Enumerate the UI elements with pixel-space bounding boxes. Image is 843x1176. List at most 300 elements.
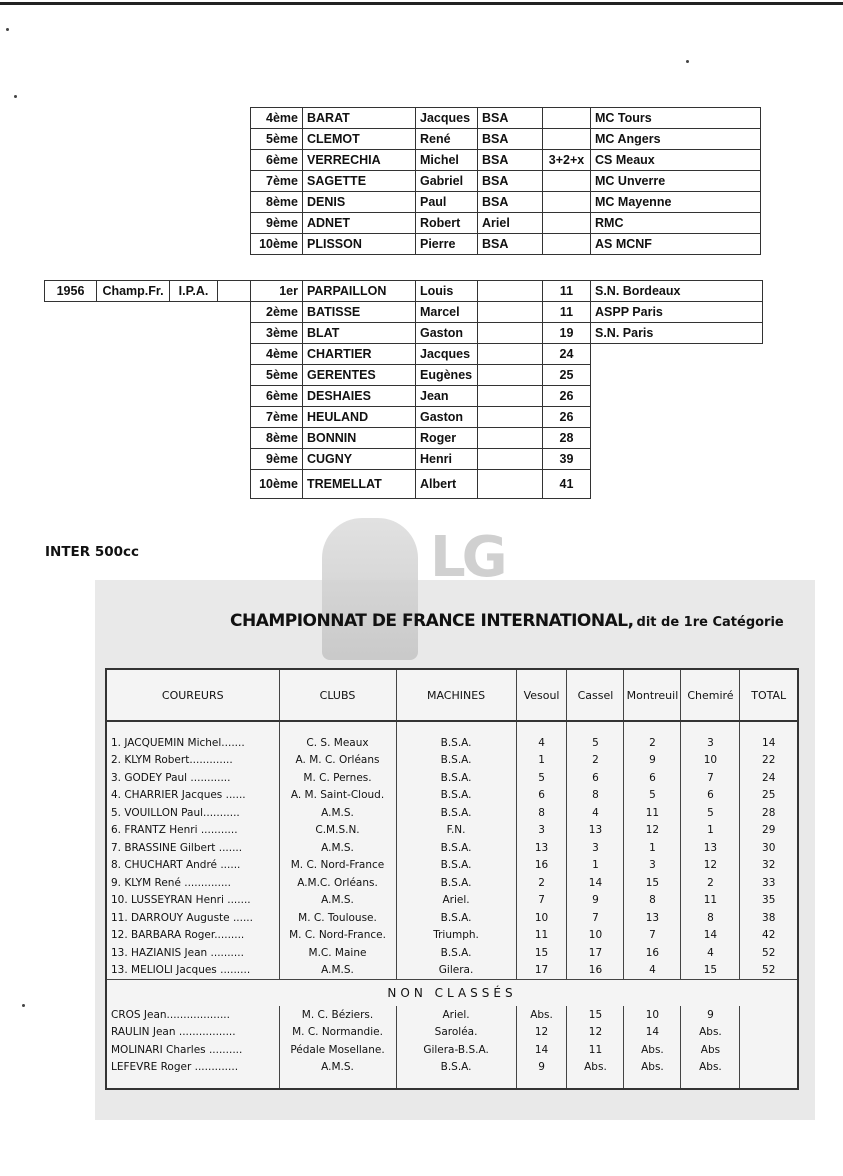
- cell-machine: BSA: [478, 129, 543, 150]
- cell-pts: 19: [543, 323, 591, 344]
- cell-place: 6ème: [251, 386, 303, 407]
- cell-value: 7: [516, 892, 567, 910]
- cell-empty: [170, 386, 218, 407]
- cell-value: 14: [740, 734, 798, 752]
- cell-value: 8: [624, 892, 681, 910]
- cell-value: 11: [624, 804, 681, 822]
- cell-club: RMC: [591, 213, 761, 234]
- cell-value: 4: [624, 962, 681, 980]
- cell-value: 17: [567, 944, 624, 962]
- column-header: Montreuil: [624, 669, 681, 721]
- cell-value: 6: [681, 787, 740, 805]
- cell-value: 29: [740, 822, 798, 840]
- cell-empty: [624, 721, 681, 734]
- cell-value: B.S.A.: [396, 752, 516, 770]
- cell-name: VERRECHIA: [303, 150, 416, 171]
- cell-rider: RAULIN Jean .................: [111, 1026, 236, 1039]
- cell-value: 1: [624, 839, 681, 857]
- table-row: [106, 769, 798, 787]
- cell-rider: 13. HAZIANIS Jean ..........: [111, 946, 244, 959]
- cell-empty: [97, 449, 170, 470]
- cell-name: BONNIN: [303, 428, 416, 449]
- cell-club: MC Tours: [591, 108, 761, 129]
- column-header: TOTAL: [740, 669, 798, 721]
- table-row: [45, 449, 763, 470]
- cell-value: Abs.: [516, 1006, 567, 1024]
- cell-rider: 4. CHARRIER Jacques ......: [111, 789, 246, 802]
- cell-name: HEULAND: [303, 407, 416, 428]
- cell-empty: [396, 1076, 516, 1089]
- cell-pts: 26: [543, 407, 591, 428]
- cell-value: 2: [624, 734, 681, 752]
- table-row: [106, 909, 798, 927]
- column-header: COUREURS: [106, 669, 279, 721]
- cell-first: Robert: [416, 213, 478, 234]
- cell-first: Henri: [416, 449, 478, 470]
- column-header: MACHINES: [396, 669, 516, 721]
- cell-empty: [45, 302, 97, 323]
- cell-machine: [478, 386, 543, 407]
- cell-value: 17: [516, 962, 567, 980]
- table-row: [106, 822, 798, 840]
- table-row: [251, 192, 761, 213]
- watermark-logo: LG: [430, 525, 504, 590]
- cell-value: F.N.: [396, 822, 516, 840]
- cell-value: 12: [624, 822, 681, 840]
- cell-machine: [478, 281, 543, 302]
- cell-value: 11: [681, 892, 740, 910]
- table-row: [106, 927, 798, 945]
- cell-value: 3: [624, 857, 681, 875]
- cell-club: [591, 407, 763, 428]
- cell-place: 4ème: [251, 108, 303, 129]
- table-row: [106, 752, 798, 770]
- cell-value: B.S.A.: [396, 874, 516, 892]
- cell-name: TREMELLAT: [303, 470, 416, 499]
- cell-rider: 1. JACQUEMIN Michel.......: [111, 736, 245, 749]
- cell-machine: [478, 470, 543, 499]
- cell-value: 30: [740, 839, 798, 857]
- cell-value: 3: [681, 734, 740, 752]
- cell-rider: CROS Jean...................: [111, 1008, 230, 1021]
- cell-empty: [170, 407, 218, 428]
- cell-value: M. C. Béziers.: [279, 1006, 396, 1024]
- table-row: [106, 874, 798, 892]
- cell-value: 32: [740, 857, 798, 875]
- cell-value: Abs: [681, 1041, 740, 1059]
- cell-machine: BSA: [478, 171, 543, 192]
- cell-value: 1: [516, 752, 567, 770]
- speck: [22, 1004, 25, 1007]
- cell-value: 14: [624, 1024, 681, 1042]
- cell-pts: [543, 192, 591, 213]
- championship-title: [230, 611, 784, 631]
- cell-value: A.M.S.: [279, 804, 396, 822]
- results-table-1956: [44, 280, 763, 499]
- cell-value: Gilera-B.S.A.: [396, 1041, 516, 1059]
- table-row: [106, 734, 798, 752]
- cell-empty: [170, 365, 218, 386]
- table-row: [106, 944, 798, 962]
- cell-machine: [478, 365, 543, 386]
- cell-value: 2: [516, 874, 567, 892]
- cell-empty: [170, 428, 218, 449]
- cell-name: CUGNY: [303, 449, 416, 470]
- cell-value: B.S.A.: [396, 1059, 516, 1077]
- cell-place: 4ème: [251, 344, 303, 365]
- cell-value: 28: [740, 804, 798, 822]
- cell-first: Jean: [416, 386, 478, 407]
- cell-empty: [516, 721, 567, 734]
- cell-club: [591, 449, 763, 470]
- cell-empty: [681, 1076, 740, 1089]
- cell-value: A.M.S.: [279, 1059, 396, 1077]
- cell-value: M. C. Nord-France: [279, 857, 396, 875]
- cell-empty: [45, 428, 97, 449]
- cell-value: 15: [516, 944, 567, 962]
- cell-first: Michel: [416, 150, 478, 171]
- cell-value: 7: [567, 909, 624, 927]
- cell-name: DENIS: [303, 192, 416, 213]
- cell-value: 8: [567, 787, 624, 805]
- cell-value: 14: [681, 927, 740, 945]
- cell-empty: [45, 365, 97, 386]
- cell-value: Abs.: [624, 1059, 681, 1077]
- cell-name: BATISSE: [303, 302, 416, 323]
- table-row: [45, 365, 763, 386]
- speck: [14, 95, 17, 98]
- cell-value: 5: [567, 734, 624, 752]
- cell-rider: 10. LUSSEYRAN Henri .......: [111, 894, 251, 907]
- cell-name: CLEMOT: [303, 129, 416, 150]
- cell-empty: [106, 1076, 279, 1089]
- cell-rider: 3. GODEY Paul ............: [111, 771, 231, 784]
- cell-value: 9: [624, 752, 681, 770]
- portrait-photo: [322, 518, 418, 660]
- cell-first: Jacques: [416, 344, 478, 365]
- cell-first: Gaston: [416, 407, 478, 428]
- cell-value: Abs.: [681, 1059, 740, 1077]
- cell-pts: [543, 129, 591, 150]
- cell-value: C.M.S.N.: [279, 822, 396, 840]
- table-row: [45, 407, 763, 428]
- cell-rider: 11. DARROUY Auguste ......: [111, 911, 253, 924]
- cell-name: DESHAIES: [303, 386, 416, 407]
- cell-name: PARPAILLON: [303, 281, 416, 302]
- cell-value: 14: [516, 1041, 567, 1059]
- column-header: Cassel: [567, 669, 624, 721]
- cell-value: 11: [567, 1041, 624, 1059]
- cell-pts: [543, 108, 591, 129]
- cell-value: 24: [740, 769, 798, 787]
- cell-value: A.M.S.: [279, 892, 396, 910]
- championship-table: [105, 668, 799, 1090]
- cell-place: 2ème: [251, 302, 303, 323]
- table-row: [106, 1041, 798, 1059]
- cell-rider: LEFEVRE Roger .............: [111, 1061, 239, 1074]
- cell-value: 16: [624, 944, 681, 962]
- cell-value: [740, 1006, 798, 1024]
- cell-value: M.C. Maine: [279, 944, 396, 962]
- cell-first: Pierre: [416, 234, 478, 255]
- table-row: [251, 234, 761, 255]
- cell-empty: [170, 302, 218, 323]
- cell-value: 7: [681, 769, 740, 787]
- cell-value: Pédale Mosellane.: [279, 1041, 396, 1059]
- cell-empty: [97, 470, 170, 499]
- cell-empty: [45, 470, 97, 499]
- cell-name: PLISSON: [303, 234, 416, 255]
- cell-empty: [218, 281, 251, 302]
- cell-machine: Ariel: [478, 213, 543, 234]
- cell-club: CS Meaux: [591, 150, 761, 171]
- cell-empty: [45, 386, 97, 407]
- cell-value: 9: [516, 1059, 567, 1077]
- cell-place: 8ème: [251, 428, 303, 449]
- cell-empty: [218, 449, 251, 470]
- cell-machine: BSA: [478, 150, 543, 171]
- cell-empty: [567, 1076, 624, 1089]
- cell-place: 10ème: [251, 234, 303, 255]
- cell-empty: [279, 721, 396, 734]
- cell-value: [740, 1024, 798, 1042]
- cell-empty: [45, 407, 97, 428]
- table-row: [45, 470, 763, 499]
- cell-value: 15: [624, 874, 681, 892]
- cell-place: 9ème: [251, 213, 303, 234]
- table-row: [251, 108, 761, 129]
- table-row: [106, 839, 798, 857]
- cell-value: B.S.A.: [396, 787, 516, 805]
- cell-club: MC Angers: [591, 129, 761, 150]
- cell-value: 2: [681, 874, 740, 892]
- cell-value: 15: [567, 1006, 624, 1024]
- cell-name: BLAT: [303, 323, 416, 344]
- cell-first: Paul: [416, 192, 478, 213]
- cell-value: 12: [567, 1024, 624, 1042]
- cell-place: 9ème: [251, 449, 303, 470]
- cell-place: 1er: [251, 281, 303, 302]
- cell-rider: 5. VOUILLON Paul...........: [111, 806, 240, 819]
- cell-value: 42: [740, 927, 798, 945]
- cell-empty: [170, 449, 218, 470]
- cell-value: 12: [516, 1024, 567, 1042]
- cell-value: M. C. Normandie.: [279, 1024, 396, 1042]
- championship-subtitle: dit de 1re Catégorie: [636, 615, 784, 630]
- cell-event: Champ.Fr.: [97, 281, 170, 302]
- cell-rider: MOLINARI Charles ..........: [111, 1043, 243, 1056]
- cell-pts: [543, 171, 591, 192]
- cell-value: 13: [624, 909, 681, 927]
- cell-empty: [45, 323, 97, 344]
- cell-empty: [97, 344, 170, 365]
- cell-value: 8: [681, 909, 740, 927]
- cell-value: 6: [516, 787, 567, 805]
- cell-place: 6ème: [251, 150, 303, 171]
- cell-machine: [478, 428, 543, 449]
- cell-value: B.S.A.: [396, 769, 516, 787]
- cell-empty: [218, 428, 251, 449]
- cell-value: 1: [681, 822, 740, 840]
- cell-empty: [624, 1076, 681, 1089]
- cell-empty: [279, 1076, 396, 1089]
- table-row: [106, 804, 798, 822]
- table-row: [251, 213, 761, 234]
- cell-rider: 12. BARBARA Roger.........: [111, 929, 245, 942]
- cell-value: 8: [516, 804, 567, 822]
- cell-pts: 26: [543, 386, 591, 407]
- cell-rider: 8. CHUCHART André ......: [111, 859, 241, 872]
- cell-machine: BSA: [478, 192, 543, 213]
- cell-first: Eugènes: [416, 365, 478, 386]
- cell-value: 4: [681, 944, 740, 962]
- cell-club: [591, 344, 763, 365]
- table-row: [106, 857, 798, 875]
- cell-first: Louis: [416, 281, 478, 302]
- cell-empty: [218, 470, 251, 499]
- table-row: [106, 962, 798, 980]
- cell-value: 10: [681, 752, 740, 770]
- cell-empty: [97, 365, 170, 386]
- top-rule: [0, 2, 843, 5]
- cell-empty: [218, 407, 251, 428]
- column-header: Chemiré: [681, 669, 740, 721]
- cell-value: 15: [681, 962, 740, 980]
- cell-value: 6: [567, 769, 624, 787]
- cell-value: 3: [567, 839, 624, 857]
- cell-name: GERENTES: [303, 365, 416, 386]
- cell-machine: BSA: [478, 234, 543, 255]
- cell-value: A.M.S.: [279, 962, 396, 980]
- table-row: [45, 386, 763, 407]
- cell-value: Ariel.: [396, 1006, 516, 1024]
- cell-pts: 25: [543, 365, 591, 386]
- cell-value: 33: [740, 874, 798, 892]
- cell-first: Jacques: [416, 108, 478, 129]
- cell-value: A.M.S.: [279, 839, 396, 857]
- cell-value: B.S.A.: [396, 734, 516, 752]
- cell-value: M. C. Nord-France.: [279, 927, 396, 945]
- cell-value: 13: [516, 839, 567, 857]
- cell-club: S.N. Bordeaux: [591, 281, 763, 302]
- table-row: [106, 1059, 798, 1077]
- cell-pts: 24: [543, 344, 591, 365]
- cell-value: 1: [567, 857, 624, 875]
- cell-value: B.S.A.: [396, 857, 516, 875]
- cell-machine: [478, 344, 543, 365]
- cell-empty: [681, 721, 740, 734]
- cell-value: M. C. Toulouse.: [279, 909, 396, 927]
- cell-empty: [740, 721, 798, 734]
- cell-value: A. M. Saint-Cloud.: [279, 787, 396, 805]
- cell-empty: [97, 428, 170, 449]
- cell-rider: 7. BRASSINE Gilbert .......: [111, 841, 243, 854]
- cell-empty: [97, 386, 170, 407]
- cell-value: 6: [624, 769, 681, 787]
- cell-place: 3ème: [251, 323, 303, 344]
- results-table-top: [250, 107, 761, 255]
- table-row: [45, 428, 763, 449]
- cell-empty: [170, 470, 218, 499]
- cell-club: ASPP Paris: [591, 302, 763, 323]
- cell-place: 5ème: [251, 365, 303, 386]
- cell-place: 5ème: [251, 129, 303, 150]
- cell-club: [591, 365, 763, 386]
- cell-place: 7ème: [251, 171, 303, 192]
- table-row: [251, 171, 761, 192]
- cell-empty: [516, 1076, 567, 1089]
- cell-value: 35: [740, 892, 798, 910]
- cell-club: MC Mayenne: [591, 192, 761, 213]
- cell-club: MC Unverre: [591, 171, 761, 192]
- cell-club: S.N. Paris: [591, 323, 763, 344]
- cell-value: 3: [516, 822, 567, 840]
- cell-machine: [478, 449, 543, 470]
- cell-value: 14: [567, 874, 624, 892]
- cell-pts: 39: [543, 449, 591, 470]
- cell-value: 10: [624, 1006, 681, 1024]
- cell-pts: [543, 234, 591, 255]
- cell-value: B.S.A.: [396, 944, 516, 962]
- cell-first: Gaston: [416, 323, 478, 344]
- cell-first: Roger: [416, 428, 478, 449]
- cell-value: 12: [681, 857, 740, 875]
- cell-name: BARAT: [303, 108, 416, 129]
- cell-value: 22: [740, 752, 798, 770]
- cell-value: 52: [740, 944, 798, 962]
- cell-machine: [478, 407, 543, 428]
- cell-empty: [97, 302, 170, 323]
- table-row: [45, 323, 763, 344]
- cell-value: 38: [740, 909, 798, 927]
- cell-name: SAGETTE: [303, 171, 416, 192]
- speck: [6, 28, 9, 31]
- cell-value: 10: [567, 927, 624, 945]
- cell-empty: [218, 386, 251, 407]
- cell-value: 13: [567, 822, 624, 840]
- cell-value: 25: [740, 787, 798, 805]
- cell-pts: 28: [543, 428, 591, 449]
- cell-pts: 11: [543, 302, 591, 323]
- cell-year: 1956: [45, 281, 97, 302]
- table-row: [45, 302, 763, 323]
- table-row: [106, 892, 798, 910]
- cell-empty: [170, 323, 218, 344]
- cell-first: René: [416, 129, 478, 150]
- cell-name: CHARTIER: [303, 344, 416, 365]
- section-heading: INTER 500cc: [45, 544, 140, 560]
- cell-empty: [45, 344, 97, 365]
- cell-empty: [396, 721, 516, 734]
- cell-club: [591, 386, 763, 407]
- cell-value: B.S.A.: [396, 909, 516, 927]
- non-classes-label: NON CLASSÉS: [106, 980, 798, 1007]
- cell-empty: [218, 302, 251, 323]
- cell-value: Saroléa.: [396, 1024, 516, 1042]
- table-row: [106, 787, 798, 805]
- cell-value: A.M.C. Orléans.: [279, 874, 396, 892]
- cell-pts: 41: [543, 470, 591, 499]
- cell-value: 52: [740, 962, 798, 980]
- table-row: [45, 281, 763, 302]
- cell-value: [740, 1059, 798, 1077]
- cell-value: 5: [624, 787, 681, 805]
- cell-rider: 13. MELIOLI Jacques .........: [111, 964, 251, 977]
- table-row: [106, 1006, 798, 1024]
- table-row: [251, 150, 761, 171]
- cell-pts: [543, 213, 591, 234]
- table-row: [106, 1024, 798, 1042]
